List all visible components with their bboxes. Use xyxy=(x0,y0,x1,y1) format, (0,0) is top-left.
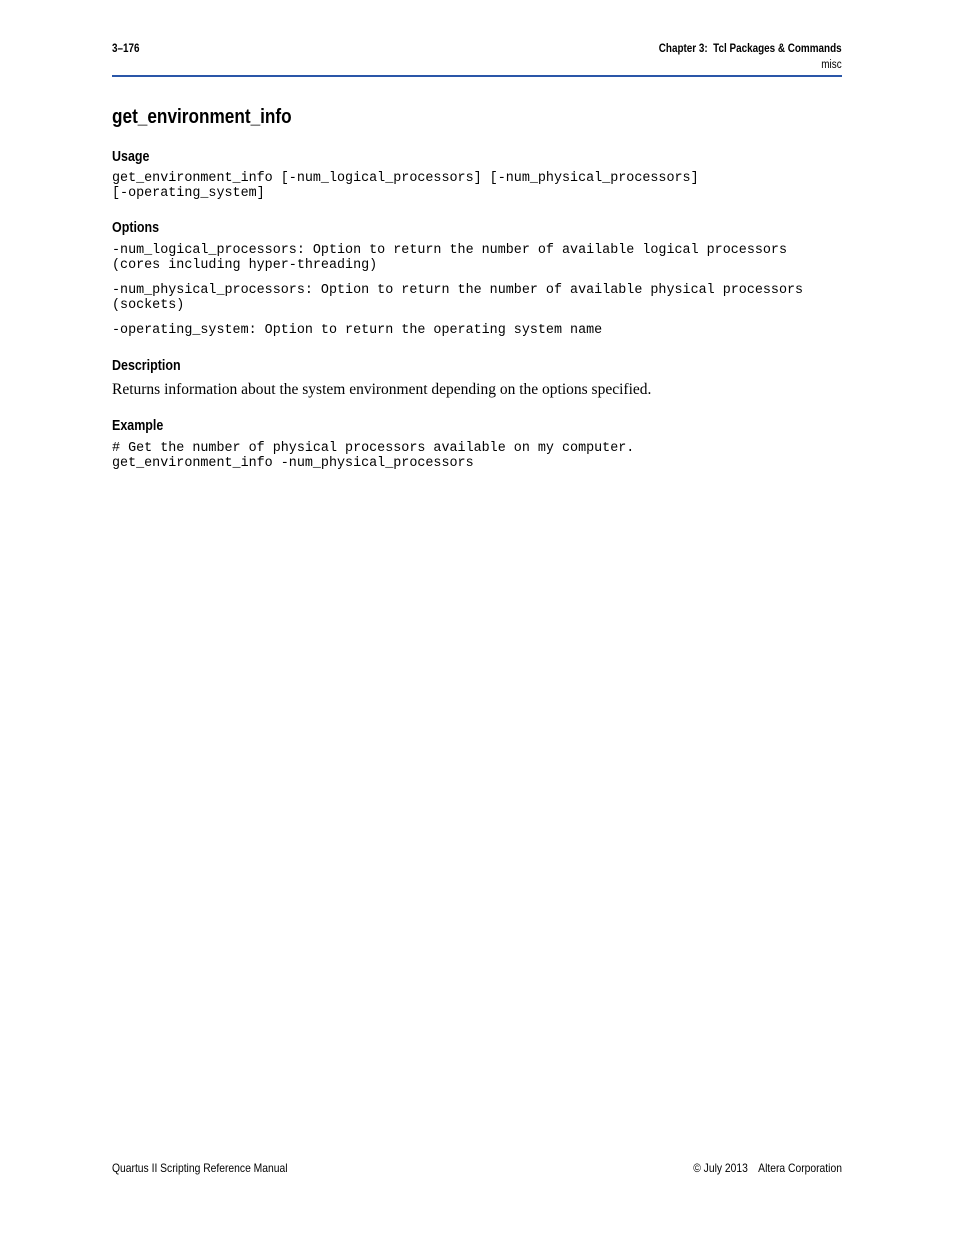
option-line: (cores including hyper-threading) xyxy=(112,258,378,273)
option-line: -num_logical_processors: Option to return the number of available logical processors xyxy=(112,243,787,258)
options-heading: Options xyxy=(112,220,160,236)
option-item xyxy=(112,243,842,273)
usage-heading: Usage xyxy=(112,149,150,165)
usage-block xyxy=(112,171,842,201)
option-line: -operating_system: Option to return the operating system name xyxy=(112,323,603,338)
usage-line: get_environment_info [-num_logical_processors] [-num_physical_processors] xyxy=(112,171,699,186)
option-item xyxy=(112,283,842,313)
section-name: misc xyxy=(821,59,842,71)
description-text: Returns information about the system environment depending on the options specified. xyxy=(112,381,652,398)
usage-line: [-operating_system] xyxy=(112,186,265,201)
example-heading: Example xyxy=(112,418,164,434)
page-header xyxy=(112,40,842,80)
example-block xyxy=(112,441,842,471)
company-name: Altera Corporation xyxy=(758,1161,842,1175)
page-content xyxy=(112,104,842,471)
page-number: 3–176 xyxy=(112,43,140,55)
example-line: # Get the number of physical processors available on my computer. xyxy=(112,441,635,456)
page-footer xyxy=(112,1161,842,1179)
chapter-title: Chapter 3: Tcl Packages & Commands xyxy=(659,43,842,55)
description-heading: Description xyxy=(112,358,181,374)
publication-date: © July 2013 xyxy=(693,1161,748,1175)
option-line: (sockets) xyxy=(112,298,185,313)
example-line: get_environment_info -num_physical_processors xyxy=(112,456,474,471)
option-line: -num_physical_processors: Option to return the number of available physical processors xyxy=(112,283,804,298)
footer-right xyxy=(693,1161,842,1175)
header-divider xyxy=(112,75,842,77)
option-item xyxy=(112,323,842,338)
command-title: get_environment_info xyxy=(112,106,292,128)
manual-title: Quartus II Scripting Reference Manual xyxy=(112,1161,288,1175)
